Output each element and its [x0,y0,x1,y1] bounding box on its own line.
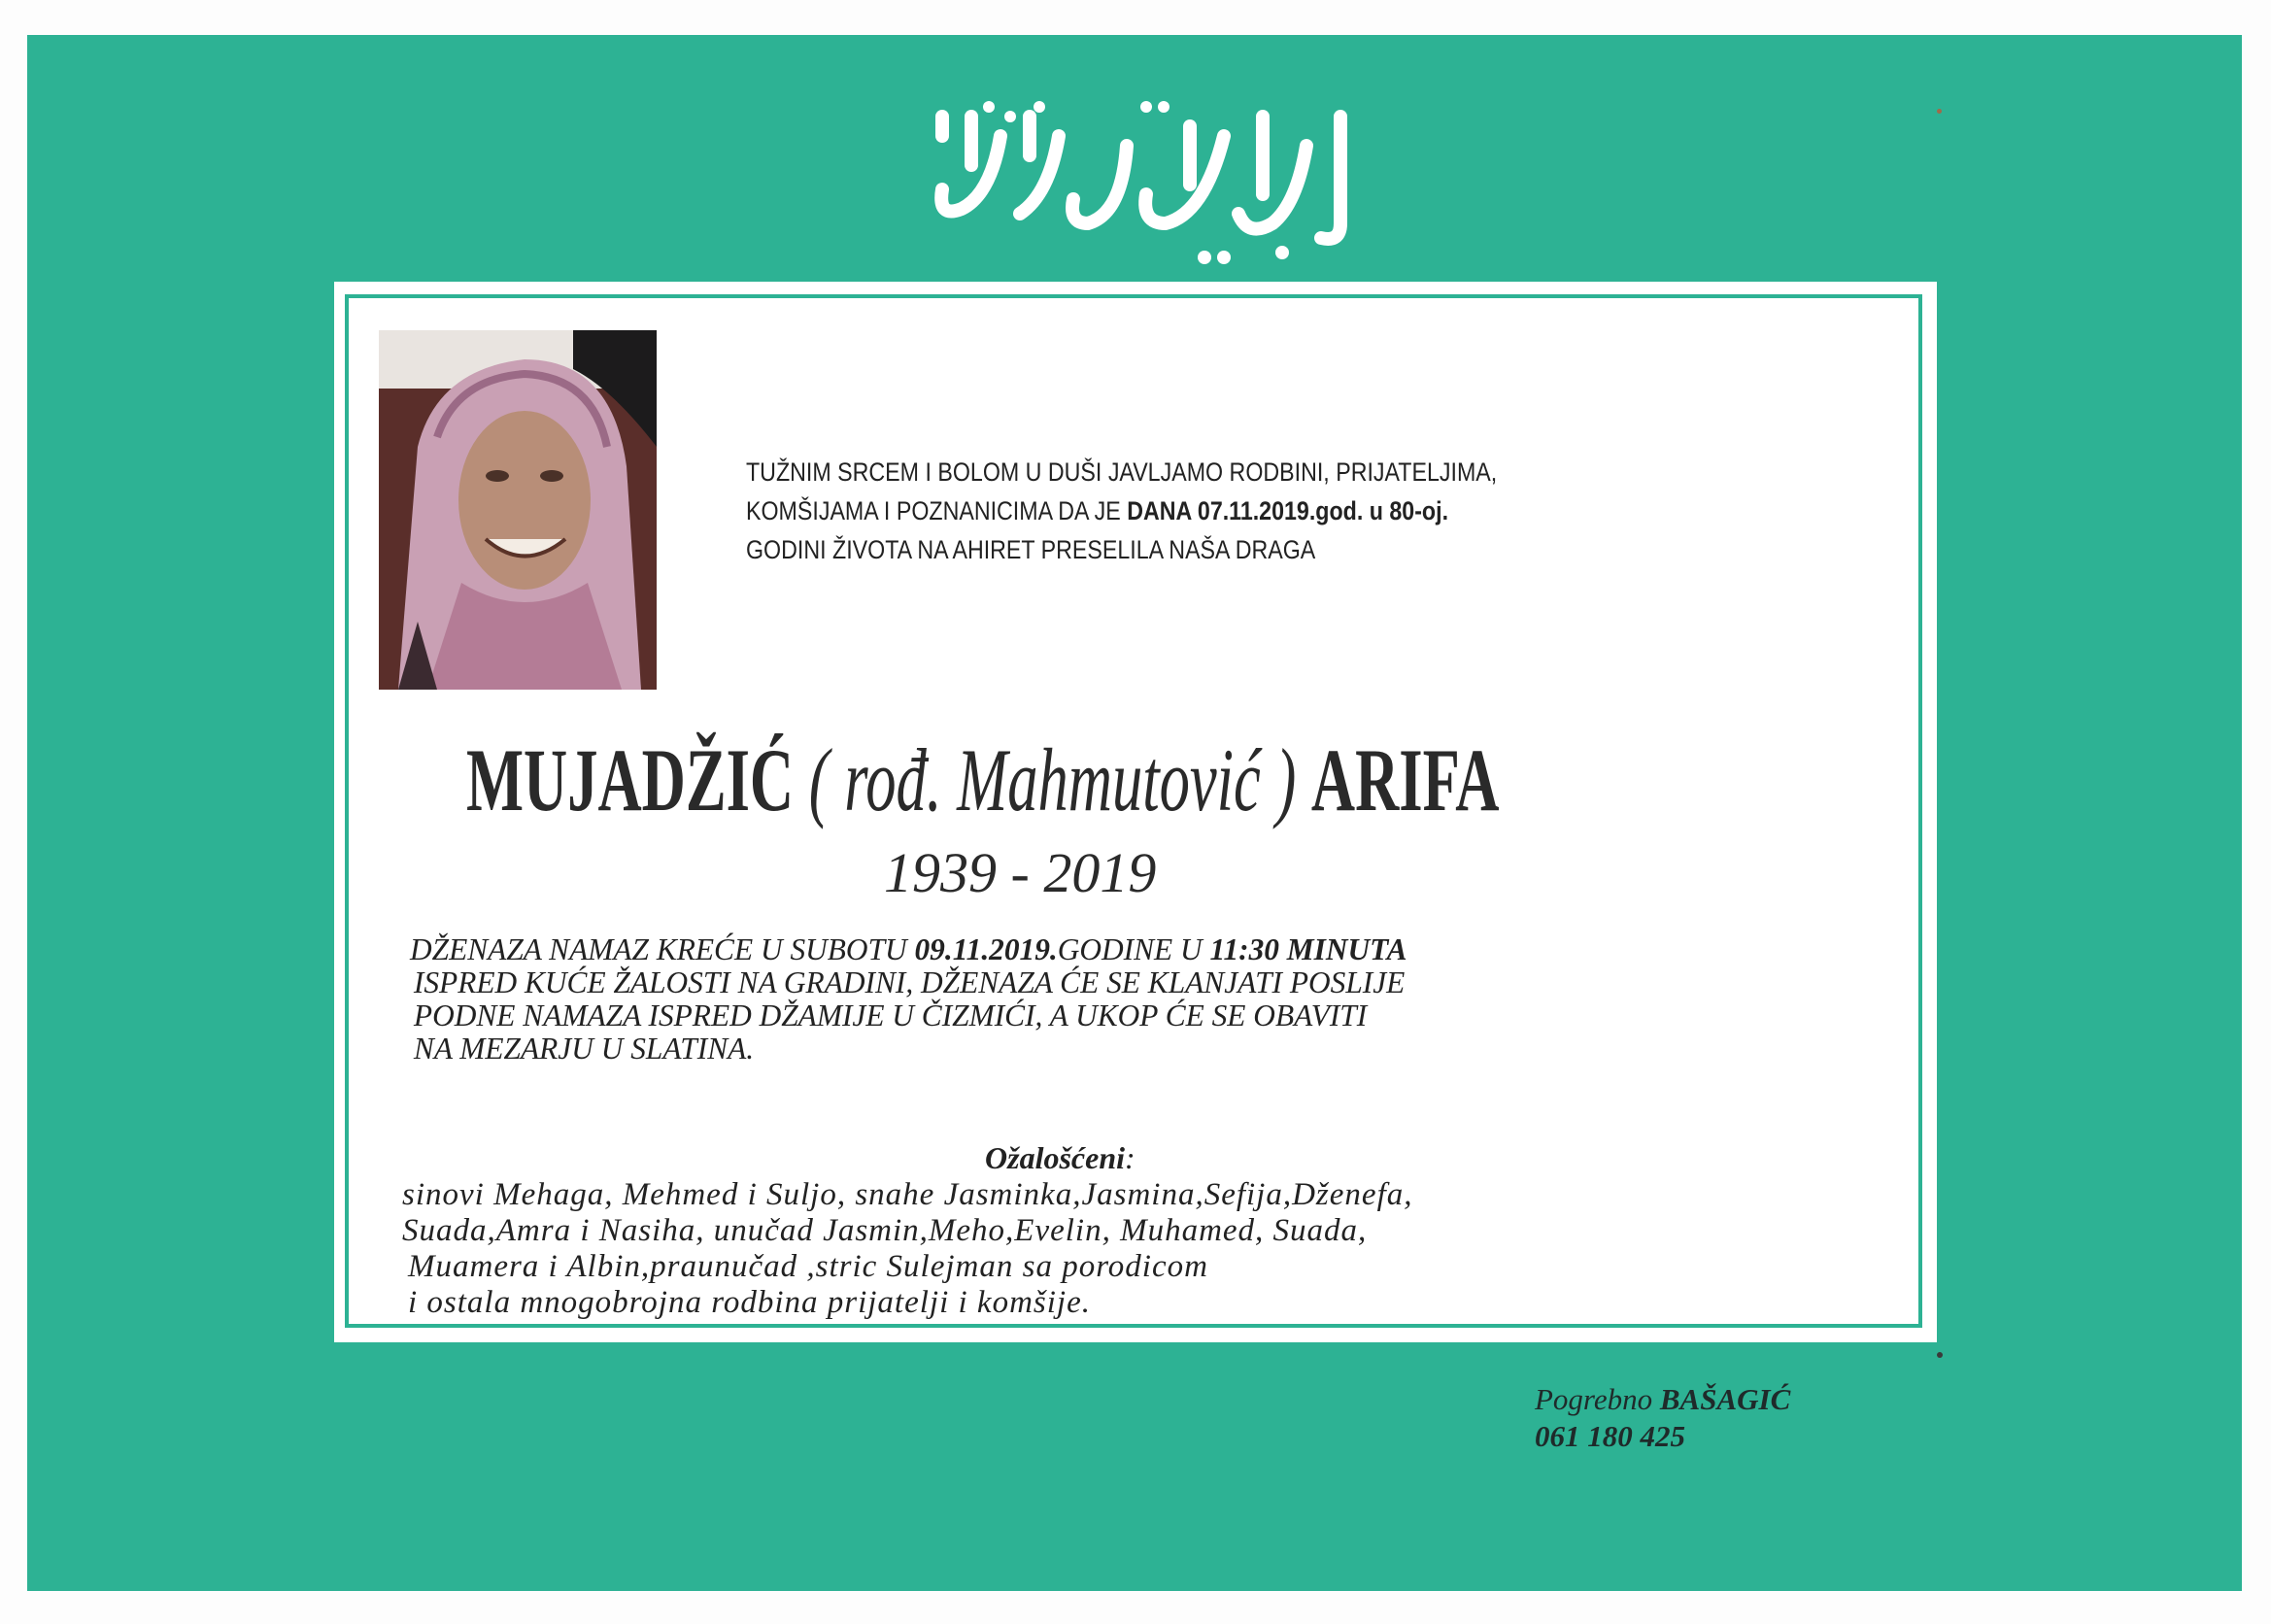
funeral-time: 11:30 MINUTA [1209,931,1407,966]
undertaker-info [1535,1381,1790,1455]
announcement-text [746,453,1498,569]
funeral-details [410,932,1895,1065]
funeral-date: 09.11.2019. [914,931,1058,966]
funeral-line-3: PODNE NAMAZA ISPRED DŽAMIJE U ČIZMIĆI, A UKOP ĆE SE OBAVITI [413,998,1368,1032]
funeral-line-1 [410,932,1895,965]
mourners-heading-colon: : [1125,1140,1136,1175]
portrait-photo [379,330,657,690]
death-date: DANA 07.11.2019.god. u 80-oj. [1127,496,1449,525]
maiden-open-paren: ( [808,730,845,829]
mourners-line-4: i ostala mnogobrojna rodbina prijatelji i komšije. [408,1285,1091,1320]
speck-mark [1937,1352,1943,1358]
announcement-line-2 [746,491,1498,530]
mourners-heading [985,1138,1136,1177]
maiden-name [809,730,1297,829]
undertaker-name: BAŠAGIĆ [1659,1382,1791,1416]
funeral-line-1-start: DŽENAZA NAMAZ KREĆE U SUBOTU [410,931,915,966]
arabic-calligraphy-icon [913,78,1360,272]
mourners-line-3: Muamera i Albin,praunučad ,stric Sulejman sa porodicom [408,1249,1208,1284]
deceased-name [466,727,1500,833]
announcement-line-3: GODINI ŽIVOTA NA AHIRET PRESELILA NAŠA DRAGA [746,535,1316,564]
funeral-line-4: NA MEZARJU U SLATINA. [413,1031,755,1066]
deceased-surname: MUJADŽIĆ [466,730,795,829]
undertaker-phone: 061 180 425 [1535,1419,1685,1453]
deceased-given-name: ARIFA [1310,730,1500,829]
maiden-close-paren: ) [1260,730,1297,829]
undertaker-prefix: Pogrebno [1535,1382,1660,1416]
mourners-line-1: sinovi Mehaga, Mehmed i Suljo, snahe Jasminka,Jasmina,Sefija,Dženefa, [402,1177,1413,1212]
announcement-line-2-start: KOMŠIJAMA I POZNANICIMA DA JE [746,496,1128,525]
mourners-line-2: Suada,Amra i Nasiha, unučad Jasmin,Meho,Evelin, Muhamed, Suada, [402,1213,1368,1248]
funeral-line-2: ISPRED KUĆE ŽALOSTI NA GRADINI, DŽENAZA ĆE SE KLANJATI POSLIJE [413,964,1406,999]
mourners-list [402,1177,1898,1321]
maiden-name-text: rođ. Mahmutović [844,730,1261,829]
funeral-line-1-mid: GODINE U [1057,931,1210,966]
announcement-line-1: TUŽNIM SRCEM I BOLOM U DUŠI JAVLJAMO RODBINI, PRIJATELJIMA, [746,457,1498,487]
mourners-heading-text: Ožalošćeni [985,1140,1125,1175]
life-years: 1939 - 2019 [884,841,1157,904]
speck-mark [1937,109,1942,114]
